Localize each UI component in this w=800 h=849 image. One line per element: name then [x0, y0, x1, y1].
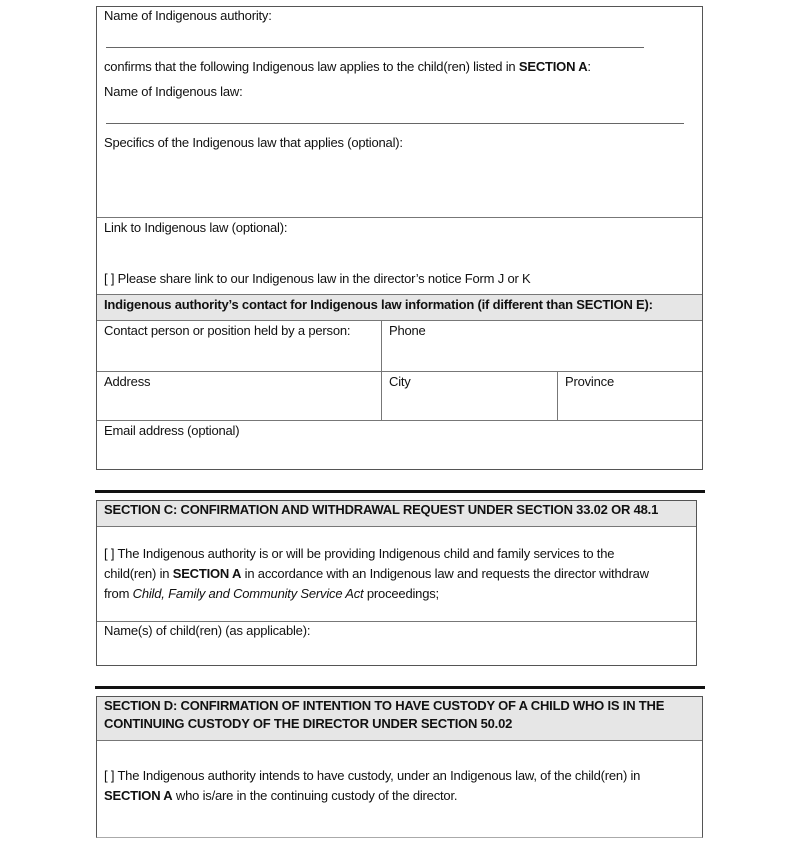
section-c-line-2-start: child(ren) in [104, 566, 173, 581]
section-c-section-ref: SECTION A [172, 566, 242, 581]
section-d-checkbox[interactable]: [ ] [104, 768, 115, 783]
section-c-line-1 [104, 544, 694, 564]
section-c-line-1-text: The Indigenous authority is or will be providing Indigenous child and family services to the [117, 546, 615, 561]
share-link-checkbox[interactable]: [ ] [104, 271, 115, 286]
city-label: City [389, 374, 411, 389]
share-link-option[interactable] [104, 271, 530, 287]
specifics-label: Specifics of the Indigenous law that applies (optional): [104, 135, 403, 150]
section-d-title-line-1: SECTION D: CONFIRMATION OF INTENTION TO HAVE CUSTODY OF A CHILD WHO IS IN THE [104, 698, 665, 713]
children-names-input[interactable] [102, 642, 692, 662]
link-label: Link to Indigenous law (optional): [104, 220, 288, 235]
authority-name-underline [106, 47, 644, 48]
section-c-top-rule [95, 490, 705, 493]
divider-specifics [97, 217, 702, 218]
authority-name-input[interactable] [106, 28, 644, 46]
specifics-input[interactable] [100, 154, 698, 214]
section-d-line-1-text: The Indigenous authority intends to have custody, under an Indigenous law, of the child(ren) in [117, 768, 641, 783]
law-name-label: Name of Indigenous law: [104, 84, 243, 99]
city-input[interactable] [386, 392, 552, 418]
phone-input[interactable] [386, 342, 698, 368]
section-c-header-divider [97, 526, 696, 527]
address-input[interactable] [102, 392, 376, 418]
divider-row-email [97, 420, 702, 421]
section-c-line-3 [104, 584, 694, 604]
divider-col-1 [381, 320, 382, 420]
divider-row-address [97, 371, 702, 372]
section-c-line-2 [104, 564, 694, 584]
section-d-section-ref: SECTION A [104, 788, 173, 803]
province-input[interactable] [562, 392, 698, 418]
share-link-text: Please share link to our Indigenous law in the director’s notice Form J or K [117, 271, 531, 286]
contact-person-label: Contact person or position held by a person: [104, 323, 351, 338]
section-c-line-3-end: proceedings; [363, 586, 439, 601]
confirms-text-end: : [587, 59, 591, 74]
divider-contact-bottom [97, 320, 702, 321]
section-c-title: SECTION C: CONFIRMATION AND WITHDRAWAL REQUEST UNDER SECTION 33.02 OR 48.1 [104, 502, 659, 517]
confirms-text [104, 59, 591, 75]
section-d-line-2-end: who is/are in the continuing custody of the director. [172, 788, 458, 803]
section-c-statement [104, 544, 694, 604]
phone-label: Phone [389, 323, 426, 338]
section-d-top-rule [95, 686, 705, 689]
confirms-text-main: confirms that the following Indigenous law applies to the child(ren) listed in [104, 59, 519, 74]
divider-contact-top [97, 294, 702, 295]
section-d-statement [104, 766, 700, 806]
section-c-names-divider [97, 621, 696, 622]
section-c-line-3-start: from [104, 586, 133, 601]
children-names-label: Name(s) of child(ren) (as applicable): [104, 623, 311, 638]
province-label: Province [565, 374, 614, 389]
section-c-line-2-end: in accordance with an Indigenous law and requests the director withdraw [241, 566, 649, 581]
authority-name-label: Name of Indigenous authority: [104, 8, 272, 23]
section-d-header-divider [97, 740, 702, 741]
divider-col-2 [557, 371, 558, 420]
law-name-input[interactable] [106, 104, 684, 122]
contact-person-input[interactable] [102, 342, 376, 368]
link-input[interactable] [104, 240, 698, 264]
section-c-act-name: Child, Family and Community Service Act [132, 586, 364, 601]
section-d-line-1 [104, 766, 700, 786]
law-name-underline [106, 123, 684, 124]
email-input[interactable] [102, 442, 698, 466]
section-d-title-line-2: CONTINUING CUSTODY OF THE DIRECTOR UNDER SECTION 50.02 [104, 716, 513, 731]
address-label: Address [104, 374, 151, 389]
section-d-line-2 [104, 786, 700, 806]
contact-header: Indigenous authority’s contact for Indigenous law information (if different than SECTION E): [104, 297, 653, 312]
email-label: Email address (optional) [104, 423, 240, 438]
section-c-checkbox[interactable]: [ ] [104, 546, 115, 561]
confirms-text-section-ref: SECTION A [518, 59, 588, 74]
